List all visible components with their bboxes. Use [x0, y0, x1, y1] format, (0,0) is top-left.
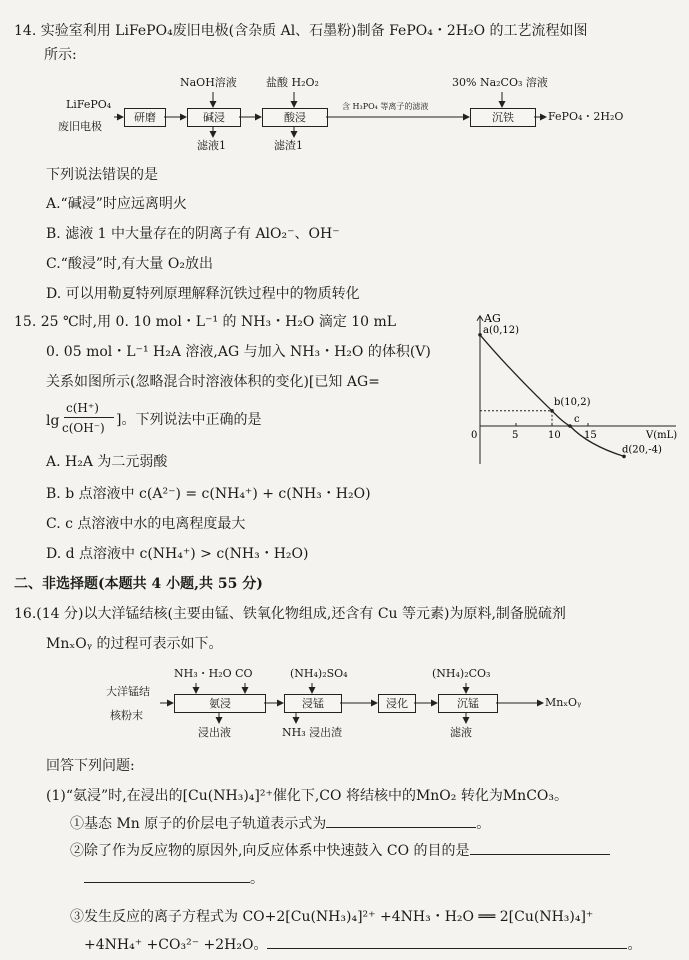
- q16-answer-intro: 回答下列问题:: [46, 758, 135, 774]
- point-0: [478, 333, 482, 337]
- q16-part3-line2: [84, 936, 641, 954]
- q15-chart-svg: [458, 308, 678, 468]
- q15-lg: lg: [46, 413, 60, 429]
- q16-start-label1: 大洋锰结: [106, 685, 150, 698]
- q16-part3-period: 。: [627, 937, 642, 953]
- q16-part2-cont: [84, 870, 264, 888]
- q16-part2: [70, 842, 610, 860]
- point-label-1: b(10,2): [554, 396, 591, 408]
- q14-reagent-hcl: 盐酸 H₂O₂: [266, 76, 319, 89]
- point-label-2: c: [574, 414, 580, 425]
- q15-ag-chart: [458, 308, 678, 468]
- q16-product: MnₓOᵧ: [545, 696, 582, 709]
- q16-part1: [70, 815, 490, 833]
- q15-option-c: C. c 点溶液中水的电离程度最大: [46, 516, 246, 532]
- q14-out-filtrate1: 滤液1: [197, 139, 226, 152]
- q15-option-b: B. b 点溶液中 c(A²⁻) = c(NH₄⁺) + c(NH₃・H₂O): [46, 486, 371, 502]
- q14-start-label2: 废旧电极: [58, 120, 102, 133]
- q14-option-d: D. 可以用勒夏特列原理解释沉铁过程中的物质转化: [46, 286, 360, 302]
- q16-out-filtrate: 滤液: [450, 726, 472, 739]
- q16-reagent4: (NH₄)₂CO₃: [432, 667, 491, 680]
- q16-step-precip: 沉锰: [438, 694, 498, 713]
- q16-stem-line2: MnₓOᵧ 的过程可表示如下。: [46, 636, 223, 652]
- q16-step-oxidize: 浸化: [378, 694, 416, 713]
- q14-step-precip: 沉铁: [470, 108, 536, 127]
- y-axis-label: AG: [484, 311, 501, 325]
- q16-out-leachate: 浸出液: [198, 726, 231, 739]
- q15-fraction-den: c(OH⁻): [62, 421, 105, 435]
- x-axis-label: V(mL): [646, 430, 678, 441]
- q16-reagent2: (NH₄)₂SO₄: [290, 667, 348, 680]
- q15-stem-line2: 0. 05 mol・L⁻¹ H₂A 溶液,AG 与加入 NH₃・H₂O 的体积(V): [46, 344, 431, 360]
- q16-sub1: (1)“氨浸”时,在浸出的[Cu(NH₃)₄]²⁺催化下,CO 将结核中的MnO₂ 转化为MnCO₃。: [46, 788, 568, 804]
- q14-option-b: B. 滤液 1 中大量存在的阴离子有 AlO₂⁻、OH⁻: [46, 226, 340, 242]
- q15-stem-line1: 15. 25 ℃时,用 0. 10 mol・L⁻¹ 的 NH₃・H₂O 滴定 10 mL: [14, 314, 397, 330]
- q14-step-grind: 研磨: [124, 108, 166, 127]
- q14-arrow-label: 含 H₃PO₄ 等离子的滤液: [342, 102, 429, 111]
- q16-out-residue: NH₃ 浸出渣: [282, 726, 343, 739]
- q16-part3-line1: ③发生反应的离子方程式为 CO+2[Cu(NH₃)₄]²⁺ +4NH₃・H₂O ══ 2[Cu(NH₃)₄]⁺: [70, 909, 594, 925]
- origin-label: 0: [471, 430, 478, 441]
- q14-question: 下列说法错误的是: [46, 167, 158, 183]
- q14-option-c: C.“酸浸”时,有大量 O₂放出: [46, 256, 213, 272]
- q16-part1-blank[interactable]: [326, 827, 476, 828]
- q16-reagent1: NH₃・H₂O CO: [174, 667, 253, 680]
- q16-stem-line1: 16.(14 分)以大洋锰结核(主要由锰、铁氧化物组成,还含有 Cu 等元素)为原料,制备脱硫剂: [14, 606, 566, 622]
- x-tick-label: 15: [584, 430, 597, 441]
- q16-step-ammonia-leach: 氨浸: [174, 694, 266, 713]
- q15-stem-tail: ]。下列说法中正确的是: [116, 412, 262, 428]
- q16-part3-eq-tail: +4NH₄⁺ +CO₃²⁻ +2H₂O。: [84, 937, 268, 953]
- q15-fraction-num: c(H⁺): [66, 401, 99, 415]
- q14-stem-line2: 所示:: [44, 47, 77, 63]
- q14-out-residue1: 滤渣1: [274, 139, 303, 152]
- q14-step-alkali: 碱浸: [187, 108, 241, 127]
- q15-option-a: A. H₂A 为二元弱酸: [46, 454, 168, 470]
- q16-part3-blank[interactable]: [267, 948, 627, 949]
- q16-start-label2: 核粉末: [110, 709, 143, 722]
- q14-stem-line1: 14. 实验室利用 LiFePO₄废旧电极(含杂质 Al、石墨粉)制备 FePO₄・2H₂O 的工艺流程如图: [14, 23, 588, 39]
- q14-reagent-naoh: NaOH溶液: [180, 76, 237, 89]
- x-tick-label: 10: [548, 430, 561, 441]
- q15-fraction-bar: [64, 417, 114, 418]
- x-tick-label: 5: [512, 430, 519, 441]
- q16-part1-period: 。: [476, 816, 491, 832]
- q14-product: FePO₄・2H₂O: [548, 110, 624, 123]
- point-1: [550, 409, 554, 413]
- point-2: [568, 424, 572, 428]
- q14-step-acid: 酸浸: [262, 108, 328, 127]
- q16-part1-text: ①基态 Mn 原子的价层电子轨道表示式为: [70, 816, 327, 832]
- q15-option-d: D. d 点溶液中 c(NH₄⁺) > c(NH₃・H₂O): [46, 546, 309, 562]
- q14-start-label1: LiFePO₄: [66, 98, 112, 111]
- q14-option-a: A.“碱浸”时应远离明火: [46, 196, 187, 212]
- section2-heading: 二、非选择题(本题共 4 小题,共 55 分): [14, 576, 263, 592]
- q16-part2-blank[interactable]: [470, 854, 610, 855]
- q16-part2-blank2[interactable]: [84, 882, 250, 883]
- q14-reagent-na2co3: 30% Na₂CO₃ 溶液: [452, 76, 548, 89]
- point-label-3: d(20,-4): [622, 444, 662, 456]
- q16-part2-period: 。: [250, 871, 264, 887]
- point-label-0: a(0,12): [483, 324, 520, 336]
- q16-step-mn-leach: 浸锰: [284, 694, 342, 713]
- q16-part2-text: ②除了作为反应物的原因外,向反应体系中快速鼓入 CO 的目的是: [70, 843, 470, 859]
- q15-stem-line3: 关系如图所示(忽略混合时溶液体积的变化)[已知 AG=: [46, 374, 380, 390]
